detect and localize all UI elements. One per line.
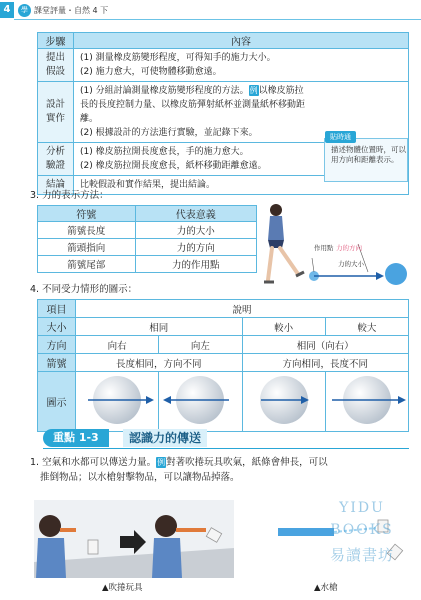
page-header bbox=[0, 0, 421, 20]
caption-left: ▲吹捲玩具 bbox=[102, 583, 143, 593]
cell: 相同 bbox=[76, 318, 243, 336]
meaning-cell: 力的作用點 bbox=[135, 256, 256, 273]
key-point-label: 重點 1-3 bbox=[43, 429, 109, 447]
step-key bbox=[38, 143, 74, 176]
table-row bbox=[38, 300, 409, 318]
symbol-cell: 箭號尾部 bbox=[38, 256, 136, 273]
big-ball bbox=[385, 263, 407, 285]
step-line-text: (1) 分組討論測量橡皮筋變形程度的方法。 bbox=[80, 86, 249, 96]
step-key-text: 分析 驗證 bbox=[45, 146, 65, 171]
step-key-text: 提出 假設 bbox=[45, 52, 65, 77]
header-title: 課堂評量・自然 4 下 bbox=[34, 6, 109, 15]
row-key: 圖示 bbox=[38, 372, 76, 432]
person-body bbox=[36, 538, 66, 578]
cell: 向左 bbox=[159, 336, 242, 354]
woman-leg bbox=[268, 248, 272, 280]
arrow-head bbox=[376, 272, 384, 280]
label-magnitude: 力的大小 bbox=[338, 260, 364, 268]
key-point-underline bbox=[43, 448, 409, 449]
blow-toy-extended bbox=[176, 528, 206, 532]
table-row bbox=[38, 372, 409, 432]
diagram-cell bbox=[325, 372, 408, 432]
section4-heading: 4. 不同受力情形的圖示： bbox=[30, 284, 138, 295]
key-point-banner bbox=[37, 427, 409, 449]
col-content: 內容 bbox=[74, 33, 409, 49]
woman-shirt bbox=[268, 216, 284, 240]
step-line: (1) 橡皮筋拉開長度愈長，手的施力愈大。 bbox=[80, 147, 249, 157]
book-icon: 學 bbox=[18, 4, 31, 17]
person-head bbox=[155, 515, 177, 537]
diagram-cell bbox=[242, 372, 325, 432]
symbol-cell: 箭號長度 bbox=[38, 222, 136, 239]
cell: 向右 bbox=[76, 336, 159, 354]
step-content bbox=[74, 82, 409, 143]
arrow-head bbox=[146, 396, 154, 404]
meaning-cell: 力的方向 bbox=[135, 239, 256, 256]
ball-arrow-short bbox=[243, 372, 325, 428]
ball-arrow-right bbox=[76, 372, 158, 428]
paper-cup bbox=[88, 540, 98, 554]
col-meaning: 代表意義 bbox=[135, 206, 256, 222]
kicking-ball-illustration bbox=[258, 200, 418, 288]
table-row bbox=[38, 49, 409, 82]
person-body bbox=[152, 538, 182, 578]
meaning-cell: 力的大小 bbox=[135, 222, 256, 239]
step-line: (2) 橡皮筋拉開長度愈長，紙杯移動距離愈遠。 bbox=[80, 161, 267, 171]
step-key bbox=[38, 82, 74, 143]
step-line: (2) 根據設計的方法進行實驗，並記錄下來。 bbox=[80, 128, 258, 138]
watermark-line: 易讀書坊 bbox=[329, 546, 394, 564]
point1-text: 對著吹捲玩具吹氣，紙條會伸長，可以 bbox=[166, 457, 328, 468]
example-text: 以橡皮筋拉長的長度控制力量、以橡皮筋彈射紙杯並測量紙杯移動距離。 bbox=[80, 86, 306, 124]
step-key: 結論 bbox=[38, 176, 74, 195]
table-row bbox=[38, 318, 409, 336]
force-symbol-table bbox=[37, 205, 257, 273]
row-key: 項目 bbox=[38, 300, 76, 318]
arrow-head bbox=[163, 396, 171, 404]
step-line bbox=[80, 84, 312, 126]
publisher-watermark bbox=[312, 500, 412, 590]
cell: 相同（向右） bbox=[242, 336, 409, 354]
step-content bbox=[74, 49, 409, 82]
person-head bbox=[39, 515, 61, 537]
arrow-head bbox=[398, 396, 406, 404]
point1-text: 1. 空氣和水都可以傳送力量。 bbox=[30, 457, 157, 468]
row-key: 方向 bbox=[38, 336, 76, 354]
caption-right: ▲水槍 bbox=[314, 583, 338, 593]
cell: 較小 bbox=[242, 318, 325, 336]
step-line: (1) 測量橡皮筋變形程度，可得知手的施力大小。 bbox=[80, 53, 276, 63]
example-tag: 例 bbox=[157, 458, 166, 467]
step-line: (2) 施力愈大，可使物體移動愈遠。 bbox=[80, 67, 222, 77]
watermark-line: BOOKS bbox=[330, 522, 394, 538]
symbol-cell: 箭頭指向 bbox=[38, 239, 136, 256]
step-key-text: 設計 實作 bbox=[45, 99, 65, 124]
step-table-header bbox=[38, 33, 409, 49]
row-key: 箭號 bbox=[38, 354, 76, 372]
watermark-line: YIDU bbox=[339, 500, 385, 516]
ball-arrow-left bbox=[159, 372, 241, 428]
table-row bbox=[38, 256, 257, 273]
page-number: 4 bbox=[0, 2, 14, 18]
label-direction: 力的方向 bbox=[336, 244, 362, 252]
label-point: 作用點 bbox=[314, 244, 334, 252]
point1-line2: 推倒物品；以水槍射擊物品，可以讓物品掉落。 bbox=[40, 472, 240, 483]
force-comparison-table bbox=[37, 299, 409, 432]
example-tag: 例 bbox=[249, 86, 258, 95]
cell: 方向相同，長度不同 bbox=[242, 354, 409, 372]
ball-arrow-long bbox=[326, 372, 408, 428]
diagram-cell bbox=[76, 372, 159, 432]
woman-leg bbox=[280, 248, 298, 274]
force-table-header bbox=[38, 206, 257, 222]
tip-text: 描述物體位置時，可以用方向和距離表示。 bbox=[331, 145, 406, 164]
col-symbol: 符號 bbox=[38, 206, 136, 222]
woman-head bbox=[270, 204, 282, 216]
cell: 較大 bbox=[325, 318, 408, 336]
section3-heading: 3. 力的表示方法： bbox=[30, 190, 109, 201]
row-key: 大小 bbox=[38, 318, 76, 336]
table-row bbox=[38, 222, 257, 239]
tip-title: 貼時通 bbox=[325, 131, 356, 143]
diagram-cell bbox=[159, 372, 242, 432]
col-step: 步驟 bbox=[38, 33, 74, 49]
header-divider bbox=[14, 19, 421, 20]
step-content: 比較假設和實作結果，提出結論。 bbox=[74, 176, 409, 195]
blow-toy bbox=[60, 528, 76, 532]
cell: 長度相同，方向不同 bbox=[76, 354, 243, 372]
pointer-line bbox=[312, 258, 314, 272]
key-point-title: 認識力的傳送 bbox=[123, 429, 207, 447]
tip-box bbox=[324, 133, 408, 182]
table-row bbox=[38, 354, 409, 372]
explain-header: 說明 bbox=[76, 300, 409, 318]
point1-line1 bbox=[30, 456, 328, 470]
table-row bbox=[38, 336, 409, 354]
step-key bbox=[38, 49, 74, 82]
table-row bbox=[38, 239, 257, 256]
